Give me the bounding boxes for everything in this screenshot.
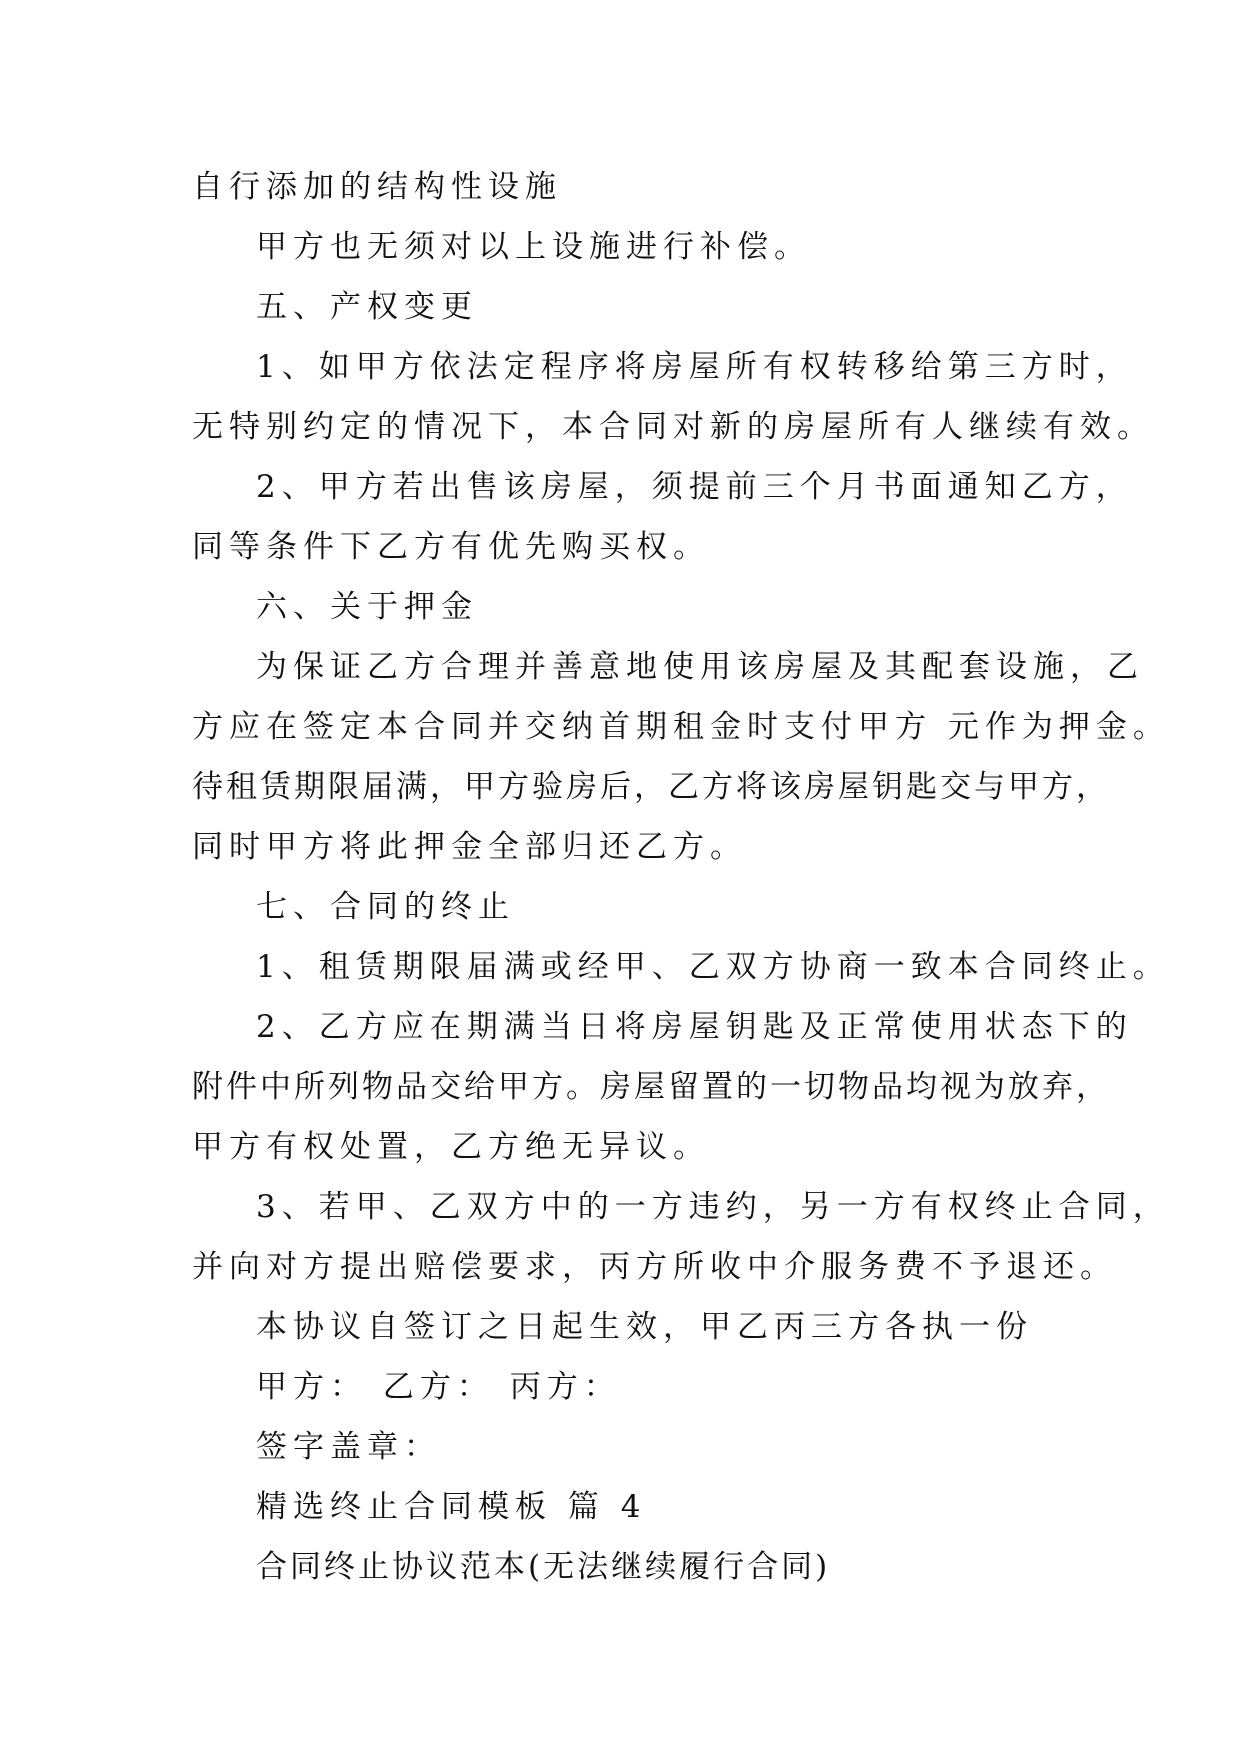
- clause-text-line: 2、乙方应在期满当日将房屋钥匙及正常使用状态下的: [256, 1009, 1133, 1045]
- template-heading: 精选终止合同模板 篇 4: [256, 1489, 647, 1525]
- agreement-title: 合同终止协议范本(无法继续履行合同): [256, 1549, 831, 1585]
- body-text-line: 同时甲方将此押金全部归还乙方。: [192, 829, 747, 865]
- body-text-line: 为保证乙方合理并善意地使用该房屋及其配套设施，乙: [256, 649, 1144, 685]
- clause-text-line: 2、甲方若出售该房屋，须提前三个月书面通知乙方，: [256, 469, 1133, 505]
- section-heading: 七、合同的终止: [256, 889, 515, 925]
- body-text-line: 待租赁期限届满，甲方验房后，乙方将该房屋钥匙交与甲方，: [192, 769, 1110, 805]
- clause-text-line: 3、若甲、乙双方中的一方违约，另一方有权终止合同，: [256, 1189, 1170, 1225]
- clause-text-line: 1、如甲方依法定程序将房屋所有权转移给第三方时，: [256, 349, 1133, 385]
- clause-text-line: 同等条件下乙方有优先购买权。: [192, 529, 710, 565]
- signature-seal-line: 签字盖章：: [256, 1429, 441, 1465]
- section-heading: 五、产权变更: [256, 289, 478, 325]
- clause-text-line: 无特别约定的情况下，本合同对新的房屋所有人继续有效。: [192, 409, 1154, 445]
- clause-text-line: 1、租赁期限届满或经甲、乙双方协商一致本合同终止。: [256, 949, 1170, 985]
- clause-text-line: 甲方有权处置，乙方绝无异议。: [192, 1129, 710, 1165]
- signature-parties-line: 甲方： 乙方： 丙方：: [256, 1369, 621, 1405]
- section-heading: 六、关于押金: [256, 589, 478, 625]
- clause-text-line: 附件中所列物品交给甲方。房屋留置的一切物品均视为放弃，: [192, 1069, 1110, 1105]
- body-text-line: 甲方也无须对以上设施进行补偿。: [256, 229, 811, 265]
- clause-text-line: 并向对方提出赔偿要求，丙方所收中介服务费不予退还。: [192, 1249, 1117, 1285]
- body-text-line: 方应在签定本合同并交纳首期租金时支付甲方 元作为押金。: [192, 709, 1170, 745]
- body-text-line: 本协议自签订之日起生效，甲乙丙三方各执一份: [256, 1309, 1033, 1345]
- body-text-line: 自行添加的结构性设施: [192, 169, 562, 205]
